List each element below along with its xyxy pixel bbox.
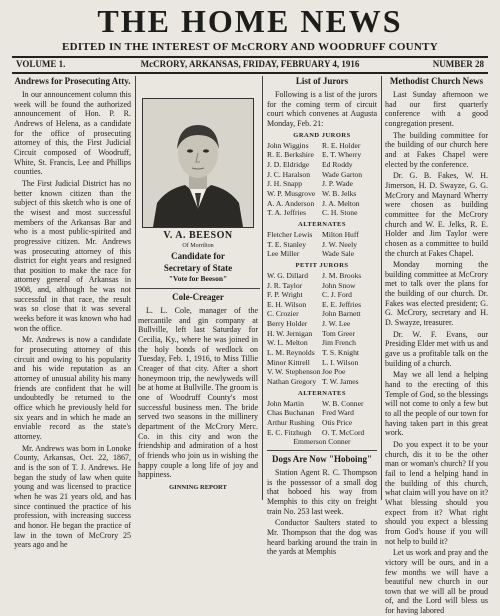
petit-alternates-list [267, 399, 377, 438]
candidate-hometown: Of Morrilton [182, 243, 214, 249]
petit-jurors-heading: PETIT JURORS [295, 261, 349, 269]
column-methodist [385, 76, 488, 616]
juror-name: J. H. Snapp [267, 179, 303, 189]
juror-name: C. Crozier [267, 309, 299, 319]
section-rule [267, 450, 377, 451]
juror-name: C. H. Stone [322, 208, 358, 218]
juror-row [267, 367, 377, 377]
methodist-paragraph: May we all lend a helping hand to the erecting of this Temple of God, so the blessings will not come to only a few but to all the people of our town for having taken part in this great work. [385, 370, 488, 438]
juror-row [267, 329, 377, 339]
column-cole-creager [138, 292, 258, 500]
juror-name: W. B. Conner [322, 398, 364, 408]
andrews-paragraph: Mr. Andrews was born in Lonoke County, Arkansas, Oct. 22, 1867, and is the son of T. J. Andrews. He began the study of law when quite young and was licensed to practice when he was 21 years old, and has since continued the practice of his profession, with increasing success and honor. He began the practice of law in the town of McCrory 25 years ago and he [14, 443, 131, 550]
candidate-name: V. A. BEESON [163, 230, 233, 241]
juror-row [267, 141, 377, 151]
column-divider [262, 76, 263, 500]
juror-name: H. W. Jernigan [267, 328, 313, 338]
methodist-headline: Methodist Church News [389, 76, 484, 86]
juror-name: T. S. Knight [322, 348, 359, 358]
methodist-paragraph: Do you expect it to be your church, dis it to be the other man or woman's church? If you fail to lend a helping hand in the building of this church, what claim will you have on it? What blessing should you expect from it? What right should you expect a blessing from God's house if you will not help to build it? [385, 439, 488, 546]
juror-name: W. B. Jelks [322, 188, 357, 198]
grand-jurors-heading: GRAND JURORS [293, 131, 351, 139]
volume-label: VOLUME 1. [16, 59, 66, 69]
column-divider [381, 76, 382, 500]
juror-row [267, 281, 377, 291]
juror-name: Wade Sale [322, 249, 355, 259]
petit-alternates-heading: ALTERNATES [298, 389, 346, 397]
section-rule [136, 288, 260, 289]
juror-name: J. D. Eldridge [267, 159, 310, 169]
cole-creager-paragraph: L. L. Cole, manager of the mercantile and gin company at Bullville, left last Saturday for Cecilia, Ky., where he was joined in the holy bonds of wedlock on Tuesday, Feb. 1, 1916, to Miss Tillie Creager of that city. After a short honeymoon trip, the newlyweds will be at home at Bullville. The groom is one of Woodruff County's most successful business men. The bride served two seasons in the millinery department of the McCrory Merc. Co. in this city and won the friendship and admiration of a host of friends who join us in wishing the happy couple a long life of joy and happiness. [138, 306, 258, 480]
issue-number-label: NUMBER 28 [432, 59, 484, 69]
ginning-report-headline: GINNING REPORT [169, 483, 227, 491]
juror-name: F. P. Wright [267, 290, 303, 300]
andrews-paragraph: The First Judicial District has no better known citizen than the subject of this sketch who is one of the wisest and most successful members of the Arkansas Bar and who is a most public-spirited and progressive citizen. Mr. Andrews was prosecuting attorney of this district for eight years and resigned that position to make the race for attorney general of Arkansas in 1908, and, although he was not successful in that race, the result was so close that it was several weeks before it was known who had won the office. [14, 178, 131, 333]
juror-row [267, 208, 377, 218]
juror-name: Milton Huff [322, 229, 359, 239]
methodist-paragraph: Dr. G. B. Fakes, W. H. Jimerson, H. D. Swayze, G. G. McCrory and Maynard Wherry were chosen as building committee for the McCrory church and W. E. Jelks, R. E. Holder and Jim Taylor were chosen as a committee to build the church at Fakes Chapel. [385, 171, 488, 258]
juror-name: Jim French [322, 338, 356, 348]
juror-name: W. L. Melton [267, 338, 308, 348]
jurors-intro: Following is a list of the jurors for the coming term of circuit court which convenes at Augusta Monday, Feb. 21: [267, 90, 377, 128]
newspaper-subtitle: EDITED IN THE INTEREST OF McCRORY AND WOODRUFF COUNTY [61, 41, 439, 53]
juror-name: W. P. Musgrove [267, 188, 316, 198]
juror-row [267, 170, 377, 180]
juror-name: Tom Greer [322, 328, 355, 338]
juror-row [267, 338, 377, 348]
juror-name: O. T. McCord [322, 427, 365, 437]
juror-name: L. I. Wilson [322, 357, 359, 367]
juror-row [267, 348, 377, 358]
juror-name: T. A. Jeffries [267, 208, 306, 218]
place-date-label: McCRORY, ARKANSAS, FRIDAY, FEBRUARY 4, 1916 [140, 59, 360, 69]
juror-name: E. C. Fitzhugh [267, 427, 312, 437]
juror-name: J. W. Neely [322, 239, 358, 249]
juror-name: John Barnett [322, 309, 361, 319]
juror-name: V. W. Stephenson [267, 367, 321, 377]
portrait-illustration [143, 99, 253, 227]
juror-row [267, 358, 377, 368]
andrews-paragraph: In our announcement column this week will be found the authorized announcement of Hon. P. R. Andrews of Helena, as a candidate for the office of prosecuting attorney of this, the First Judicial Circuit composed of Woodruff, White, St. Francis, Lee and Phillips counties. [14, 90, 131, 177]
juror-name: Fred Ward [322, 408, 354, 418]
juror-row [267, 300, 377, 310]
juror-name: T. E. Stanley [267, 239, 307, 249]
dogs-paragraph: Station Agent R. C. Thompson is the possessor of a small dog that hoboed his way from Memphis to this city on freight train No. 253 last week. [267, 468, 377, 516]
methodist-paragraph: Dr. W. F. Evans, our Presiding Elder met with us and gave us a profitable talk on the building of a church. [385, 329, 488, 368]
juror-row [267, 249, 377, 259]
grand-alternates-list [267, 230, 377, 259]
juror-row [267, 408, 377, 418]
juror-name: John Martin [267, 398, 304, 408]
dogs-headline: Dogs Are Now "Hoboing" [271, 454, 373, 464]
juror-row [267, 428, 377, 438]
juror-name: J. P. Wade [322, 179, 353, 189]
juror-name: A. A. Anderson [267, 198, 315, 208]
juror-name: E. H. Wilson [267, 299, 307, 309]
dogs-paragraph: Conductor Saulters stated to Mr. Thompson that the dog was heard barking around the train in the yards at Memphis [267, 518, 377, 557]
juror-name: Joe Poe [322, 367, 346, 377]
juror-row [267, 377, 377, 387]
juror-row [267, 399, 377, 409]
juror-row [267, 230, 377, 240]
andrews-headline: Andrews for Prosecuting Atty. [14, 76, 131, 86]
methodist-paragraph: Last Sunday afternoon we had our first quarterly conference with a good congregation present. [385, 90, 488, 128]
juror-name: John Wiggins [267, 140, 309, 150]
juror-name: C. J. Ford [322, 290, 352, 300]
candidate-slogan: "Vote for Beeson" [168, 274, 228, 283]
juror-name: E. T. Wherry [322, 150, 362, 160]
juror-name: J. M. Brooks [322, 270, 362, 280]
juror-name: Chas Buchanan [267, 408, 315, 418]
juror-row [267, 319, 377, 329]
juror-name: Ed Roddy [322, 159, 353, 169]
juror-name: Berry Holder [267, 319, 308, 329]
juror-name: Otis Price [322, 418, 353, 428]
juror-name: Nathan Gregory [267, 377, 317, 387]
beeson-portrait [142, 98, 254, 228]
juror-name: John Snow [322, 280, 356, 290]
juror-row [267, 160, 377, 170]
jurors-headline: List of Jurors [295, 76, 349, 86]
folio-rule-bottom [12, 72, 488, 74]
juror-name: Arthur Rushing [267, 418, 315, 428]
methodist-paragraph: The building committee for the building of our church here and at Fakes Chapel were elected by the conference. [385, 130, 488, 169]
juror-name: E. E. Jeffries [322, 299, 362, 309]
juror-name: R. E. Holder [322, 140, 361, 150]
masthead [0, 0, 500, 60]
portrait-caption [136, 230, 260, 284]
juror-name: R. E. Berkshire [267, 150, 314, 160]
grand-alternates-heading: ALTERNATES [298, 220, 346, 228]
juror-name: J. C. Haralson [267, 169, 311, 179]
petit-jurors-list [267, 271, 377, 387]
petit-alternate-last: Emmerson Conner [293, 437, 351, 447]
juror-name: Minor Kittrell [267, 357, 310, 367]
andrews-paragraph: Mr. Andrews is now a candidate for prosecuting attorney of this circuit and owing to his popularity and his wide reputation as an attorney of unusual ability his many friends are confident that he will undoubtedly be returned to the office which he previously held for six years and in which he made an enviable record as the state's attorney. [14, 335, 131, 441]
juror-name: W. G. Dillard [267, 270, 309, 280]
methodist-paragraph: Let us work and pray and the victory will be ours, and in a few months we will have a beautiful new church in our town that we will all be proud of, and the Lord will bless us for having labored [385, 548, 488, 616]
juror-name: Lee Miller [267, 249, 300, 259]
candidate-line-1: Candidate for [171, 251, 225, 261]
methodist-paragraph: Monday morning the building committee at McCrory met to talk over the plans for the building of our church. Dr. Fakes was elected president; G. G. McCrory, secretary and H. D. Swayze, treasurer. [385, 260, 488, 328]
folio-line [12, 57, 488, 71]
juror-row [267, 150, 377, 160]
cole-creager-headline: Cole-Creager [172, 292, 224, 302]
juror-row [267, 309, 377, 319]
juror-row [267, 189, 377, 199]
juror-row [267, 179, 377, 189]
juror-name: Fletcher Lewis [267, 229, 313, 239]
juror-name: T. W. James [322, 377, 359, 387]
juror-name: J. A. Melton [322, 198, 360, 208]
column-jurors [267, 76, 377, 557]
juror-row [267, 271, 377, 281]
juror-name: L. M. Reynolds [267, 348, 315, 358]
juror-name: J. R. Taylor [267, 280, 303, 290]
column-andrews [14, 76, 131, 550]
candidate-line-2: Secretary of State [163, 263, 233, 273]
grand-jurors-list [267, 141, 377, 218]
juror-name: J. W. Lee [322, 319, 351, 329]
juror-name: Wade Garton [322, 169, 363, 179]
juror-row [267, 418, 377, 428]
newspaper-title: THE HOME NEWS [97, 3, 403, 39]
juror-row [267, 240, 377, 250]
juror-row [267, 290, 377, 300]
juror-row [267, 199, 377, 209]
